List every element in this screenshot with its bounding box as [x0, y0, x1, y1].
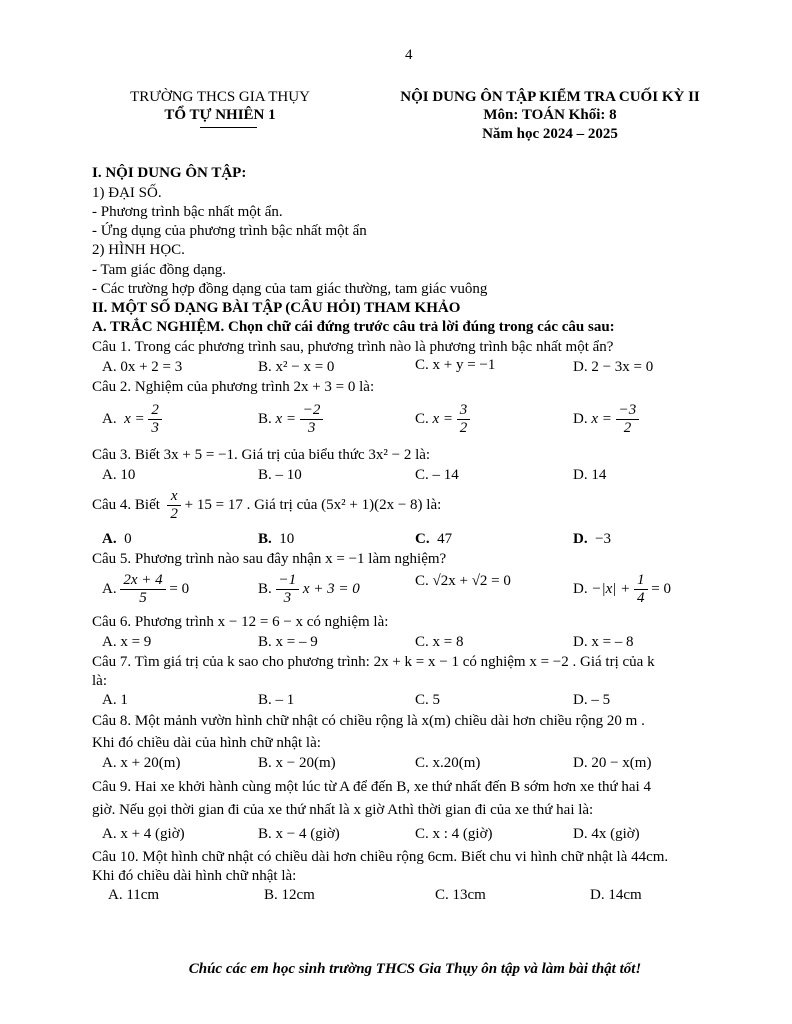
q10-option-b: B. 12cm [264, 887, 315, 903]
question-10-line-1: Câu 10. Một hình chữ nhật có chiều dài hơn chiều rộng 6cm. Biết chu vi hình chữ nhật là 44cm. [92, 849, 669, 865]
q4-option-a: A. 0 [102, 531, 132, 547]
q1-option-c: C. x + y = −1 [415, 357, 496, 373]
q8-option-a: A. x + 20(m) [102, 755, 181, 771]
q7-option-c: C. 5 [415, 692, 441, 708]
q3-option-a: A. 10 [102, 467, 136, 483]
q6-option-c: C. x = 8 [415, 634, 464, 650]
school-name: TRƯỜNG THCS GIA THỤY [130, 89, 310, 105]
q7-option-b: B. – 1 [258, 692, 295, 708]
q8-option-b: B. x − 20(m) [258, 755, 336, 771]
section2-subheading: A. TRẮC NGHIỆM. Chọn chữ cái đứng trước câu trả lời đúng trong các câu sau: [92, 319, 615, 335]
question-6: Câu 6. Phương trình x − 12 = 6 − x có nghiệm là: [92, 614, 389, 630]
question-7-line-1: Câu 7. Tìm giá trị của k sao cho phương trình: 2x + k = x − 1 có nghiệm x = −2 . Giá trị của k [92, 654, 655, 670]
closing-message: Chúc các em học sinh trường THCS Gia Thụy ôn tập và làm bài thật tốt! [188, 961, 642, 977]
section1-line: 1) ĐẠI SỐ. [92, 185, 162, 201]
question-7-line-2: là: [92, 673, 107, 689]
q5-option-d: D. −|x| + $\frac{1}{4}$ = 0 [573, 572, 671, 606]
q8-option-c: C. x.20(m) [415, 755, 481, 771]
q4-option-b: B. 10 [258, 531, 295, 547]
section1-line: - Các trường hợp đồng dạng của tam giác thường, tam giác vuông [92, 281, 488, 297]
q6-option-d: D. x = – 8 [573, 634, 634, 650]
header-underline [200, 127, 257, 128]
question-1: Câu 1. Trong các phương trình sau, phương trình nào là phương trình bậc nhất một ẩn? [92, 339, 614, 355]
question-3: Câu 3. Biết 3x + 5 = −1. Giá trị của biểu thức 3x² − 2 là: [92, 447, 431, 463]
q7-option-d: D. – 5 [573, 692, 611, 708]
q2-option-b: B. x = $\frac{-2}{3}$ [258, 402, 323, 437]
question-4: Câu 4. Biết $\frac{x}{2}$ + 15 = 17 . Giá trị của (5x² + 1)(2x − 8) là: [92, 488, 442, 522]
q8-option-d: D. 20 − x(m) [573, 755, 652, 771]
q3-option-d: D. 14 [573, 467, 607, 483]
department-name: TỔ TỰ NHIÊN 1 [164, 107, 276, 123]
question-8-line-2: Khi đó chiều dài của hình chữ nhật là: [92, 735, 321, 751]
q4-option-c: C. 47 [415, 531, 453, 547]
section1-line: - Tam giác đồng dạng. [92, 262, 227, 278]
question-9-line-1: Câu 9. Hai xe khởi hành cùng một lúc từ A để đến B, xe thứ nhất đến B sớm hơn xe thứ hai 4 [92, 779, 651, 795]
q5-option-b: B. $\frac{-1}{3}$ x + 3 = 0 [258, 572, 360, 606]
q10-option-d: D. 14cm [590, 887, 642, 903]
q3-option-b: B. – 10 [258, 467, 302, 483]
q4-option-d: D. −3 [573, 531, 612, 547]
question-8-line-1: Câu 8. Một mảnh vườn hình chữ nhật có chiều rộng là x(m) chiều dài hơn chiều rộng 20 m . [92, 713, 645, 729]
section2-heading: II. MỘT SỐ DẠNG BÀI TẬP (CÂU HỎI) THAM KHẢO [92, 300, 461, 316]
q9-option-b: B. x − 4 (giờ) [258, 826, 340, 842]
section1-line: 2) HÌNH HỌC. [92, 242, 185, 258]
school-year: Năm học 2024 – 2025 [482, 126, 618, 142]
q5-option-a: A. $\frac{2x + 4}{5}$ = 0 [102, 572, 190, 606]
q1-option-b: B. x² − x = 0 [258, 359, 335, 375]
section1-line: - Ứng dụng của phương trình bậc nhất một ẩn [92, 223, 367, 239]
page-number: 4 [405, 47, 413, 63]
q10-option-c: C. 13cm [435, 887, 486, 903]
q6-option-a: A. x = 9 [102, 634, 152, 650]
q2-option-c: C. x = $\frac{3}{2}$ [415, 402, 470, 437]
q10-option-a: A. 11cm [108, 887, 160, 903]
q3-option-c: C. – 14 [415, 467, 459, 483]
document-title: NỘI DUNG ÔN TẬP KIỂM TRA CUỐI KỲ II [400, 89, 700, 105]
subject-line: Môn: TOÁN Khối: 8 [483, 107, 617, 123]
q2-option-d: D. x = $\frac{-3}{2}$ [573, 402, 639, 437]
question-2: Câu 2. Nghiệm của phương trình 2x + 3 = 0 là: [92, 379, 375, 395]
question-9-line-2: giờ. Nếu gọi thời gian đi của xe thứ nhất là x giờ Athì thời gian đi của xe thứ hai là: [92, 802, 594, 818]
question-10-line-2: Khi đó chiều dài hình chữ nhật là: [92, 868, 297, 884]
section1-line: - Phương trình bậc nhất một ẩn. [92, 204, 283, 220]
q1-option-a: A. 0x + 2 = 3 [102, 359, 183, 375]
q7-option-a: A. 1 [102, 692, 128, 708]
q9-option-a: A. x + 4 (giờ) [102, 826, 185, 842]
q5-option-c: C. √2x + √2 = 0 [415, 573, 511, 589]
q2-option-a: A. x = $\frac{2}{3}$ [102, 402, 162, 437]
q9-option-d: D. 4x (giờ) [573, 826, 640, 842]
q1-option-d: D. 2 − 3x = 0 [573, 359, 654, 375]
question-5: Câu 5. Phương trình nào sau đây nhận x = −1 làm nghiệm? [92, 551, 447, 567]
q9-option-c: C. x : 4 (giờ) [415, 826, 493, 842]
section1-heading: I. NỘI DUNG ÔN TẬP: [92, 165, 247, 181]
q6-option-b: B. x = – 9 [258, 634, 318, 650]
